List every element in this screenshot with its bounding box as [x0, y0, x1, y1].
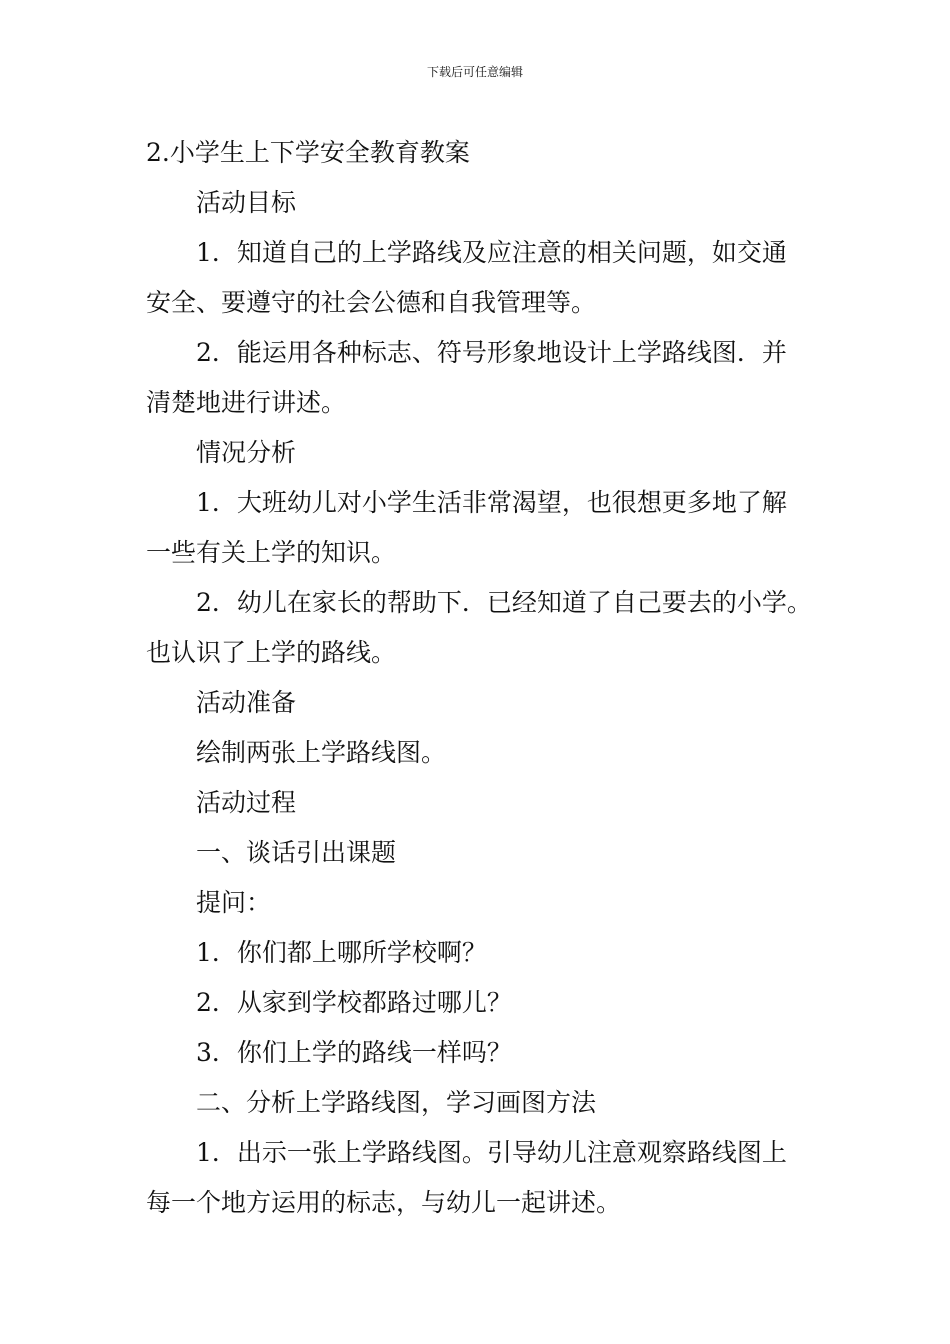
section-heading-analysis: 情况分析 — [196, 438, 297, 467]
paragraph-line: 提问： — [196, 888, 272, 917]
section-heading-process: 活动过程 — [196, 788, 297, 817]
paragraph-line: 2．幼儿在家长的帮助下．已经知道了自己要去的小学。 — [196, 588, 812, 617]
paragraph-line: 清楚地进行讲述。 — [146, 388, 347, 417]
paragraph-line: 1．知道自己的上学路线及应注意的相关问题，如交通 — [196, 238, 787, 267]
paragraph-line: 1．出示一张上学路线图。引导幼儿注意观察路线图上 — [196, 1138, 787, 1167]
document-body — [146, 128, 826, 1228]
paragraph-line: 安全、要遵守的社会公德和自我管理等。 — [146, 288, 597, 317]
section-heading-preparation: 活动准备 — [196, 688, 297, 717]
list-item: 3．你们上学的路线一样吗？ — [196, 1038, 512, 1067]
document-title: 2.小学生上下学安全教育教案 — [146, 138, 470, 167]
subsection-heading: 一、谈话引出课题 — [196, 838, 397, 867]
subsection-heading: 二、分析上学路线图，学习画图方法 — [196, 1088, 597, 1117]
list-item: 1．你们都上哪所学校啊？ — [196, 938, 487, 967]
paragraph-line: 2．能运用各种标志、符号形象地设计上学路线图．并 — [196, 338, 787, 367]
page-header-note: 下载后可任意编辑 — [426, 65, 523, 79]
paragraph-line: 一些有关上学的知识。 — [146, 538, 397, 567]
paragraph-line: 1．大班幼儿对小学生活非常渴望，也很想更多地了解 — [196, 488, 787, 517]
paragraph-line: 每一个地方运用的标志，与幼儿一起讲述。 — [146, 1188, 622, 1217]
list-item: 2．从家到学校都路过哪儿？ — [196, 988, 512, 1017]
paragraph-line: 绘制两张上学路线图。 — [196, 738, 447, 767]
section-heading-goals: 活动目标 — [196, 188, 297, 217]
paragraph-line: 也认识了上学的路线。 — [146, 638, 397, 667]
